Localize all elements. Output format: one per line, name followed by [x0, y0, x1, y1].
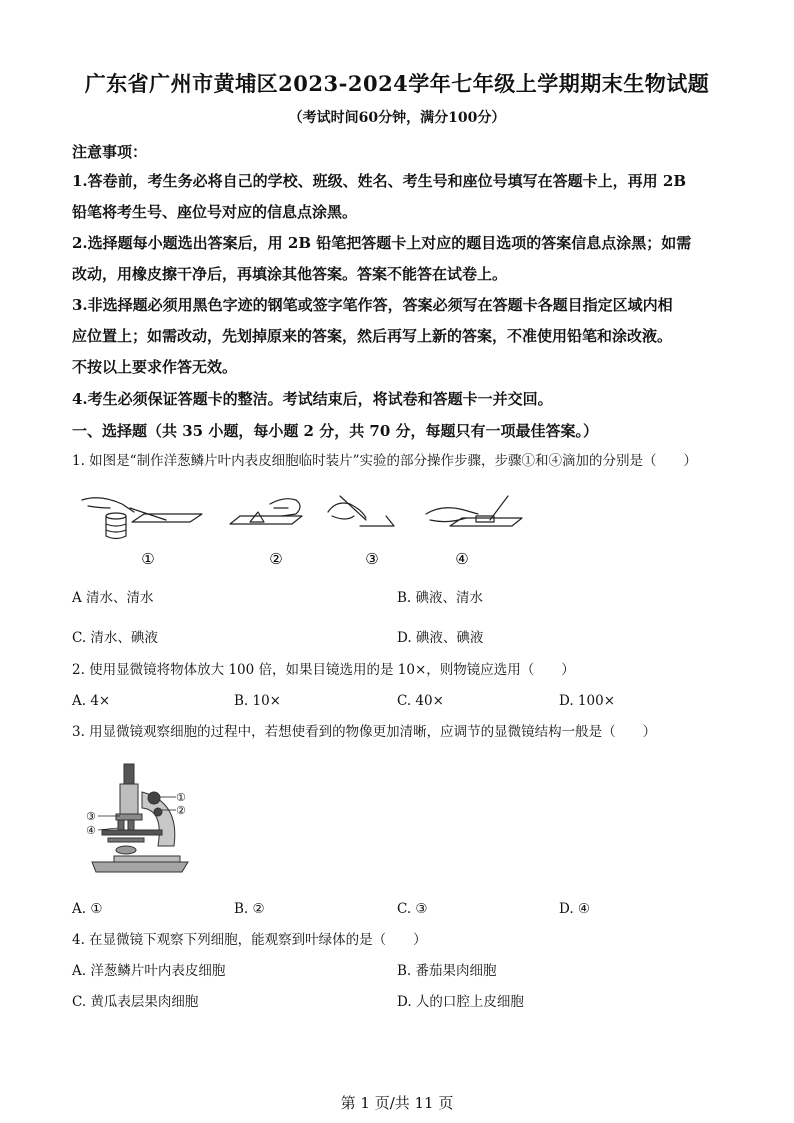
figure-label: ② — [176, 804, 186, 817]
step-4-illustration — [426, 496, 522, 526]
question-1-stem: 1. 如图是“制作洋葱鳞片叶内表皮细胞临时装片”实验的部分操作步骤，步骤①和④滴加的分别是（ ） — [72, 453, 697, 469]
question-3-stem: 3. 用显微镜观察细胞的过程中，若想使看到的物像更加清晰，应调节的显微镜结构一般是（ ） — [72, 724, 657, 740]
step-3-illustration — [328, 496, 394, 526]
notice-line: 不按以上要求作答无效。 — [72, 358, 238, 376]
figure-label: ① — [176, 791, 186, 804]
question-1-option-b: B. 碘液、清水 — [397, 590, 484, 606]
question-4-stem: 4. 在显微镜下观察下列细胞，能观察到叶绿体的是（ ） — [72, 932, 427, 948]
question-3-option-a: A. ① — [72, 901, 103, 917]
question-2-stem: 2. 使用显微镜将物体放大 100 倍，如果目镜选用的是 10×，则物镜应选用（ ） — [72, 662, 575, 678]
question-4-option-a: A. 洋葱鳞片叶内表皮细胞 — [72, 963, 226, 979]
question-3-option-c: C. ③ — [397, 901, 428, 917]
question-4-option-b: B. 番茄果肉细胞 — [397, 963, 497, 979]
notice-line: 1.答卷前，考生务必将自己的学校、班级、姓名、考生号和座位号填写在答题卡上，再用 2B — [72, 172, 687, 190]
question-2-option-d: D. 100× — [559, 693, 616, 709]
exam-subtitle: （考试时间60分钟，满分100分） — [288, 110, 506, 126]
notice-line: 铅笔将考生号、座位号对应的信息点涂黑。 — [72, 203, 358, 221]
notice-line: 改动，用橡皮擦干净后，再填涂其他答案。答案不能答在试卷上。 — [72, 265, 508, 283]
question-1-option-d: D. 碘液、碘液 — [397, 630, 484, 646]
figure-label: ③ — [86, 810, 96, 823]
notice-line: 2.选择题每小题选出答案后，用 2B 铅笔把答题卡上对应的题目选项的答案信息点涂黑；如需 — [72, 234, 692, 252]
question-1-option-a: A 清水、清水 — [72, 590, 154, 606]
figure-label: ④ — [455, 550, 469, 568]
question-2-option-b: B. 10× — [234, 693, 281, 709]
question-1-option-c: C. 清水、碘液 — [72, 630, 158, 646]
exam-title: 广东省广州市黄埔区2023-2024学年七年级上学期期末生物试题 — [84, 71, 710, 96]
section-heading: 一、选择题（共 35 小题，每小题 2 分，共 70 分，每题只有一项最佳答案。） — [72, 422, 599, 440]
question-2-option-a: A. 4× — [72, 693, 111, 709]
figure-label: ③ — [365, 550, 379, 568]
figure-label: ① — [141, 550, 155, 568]
question-3-option-d: D. ④ — [559, 901, 591, 917]
question-3-option-b: B. ② — [234, 901, 265, 917]
slide-preparation-figure — [70, 486, 530, 576]
notice-line: 应位置上；如需改动，先划掉原来的答案，然后再写上新的答案，不准使用铅笔和涂改液。 — [72, 327, 673, 345]
notice-line: 4.考生必须保证答题卡的整洁。考试结束后，将试卷和答题卡一并交回。 — [72, 390, 553, 408]
question-2-option-c: C. 40× — [397, 693, 444, 709]
figure-label: ② — [269, 550, 283, 568]
question-4-option-d: D. 人的口腔上皮细胞 — [397, 994, 524, 1010]
question-4-option-c: C. 黄瓜表层果肉细胞 — [72, 994, 199, 1010]
page-footer: 第 1 页/共 11 页 — [340, 1094, 454, 1112]
figure-label: ④ — [86, 824, 96, 837]
notice-line: 3.非选择题必须用黑色字迹的钢笔或签字笔作答，答案必须写在答题卡各题目指定区域内相 — [72, 296, 673, 314]
microscope-figure — [84, 762, 200, 874]
step-1-illustration — [82, 498, 202, 539]
step-2-illustration — [230, 499, 302, 524]
notice-heading: 注意事项： — [72, 143, 148, 161]
